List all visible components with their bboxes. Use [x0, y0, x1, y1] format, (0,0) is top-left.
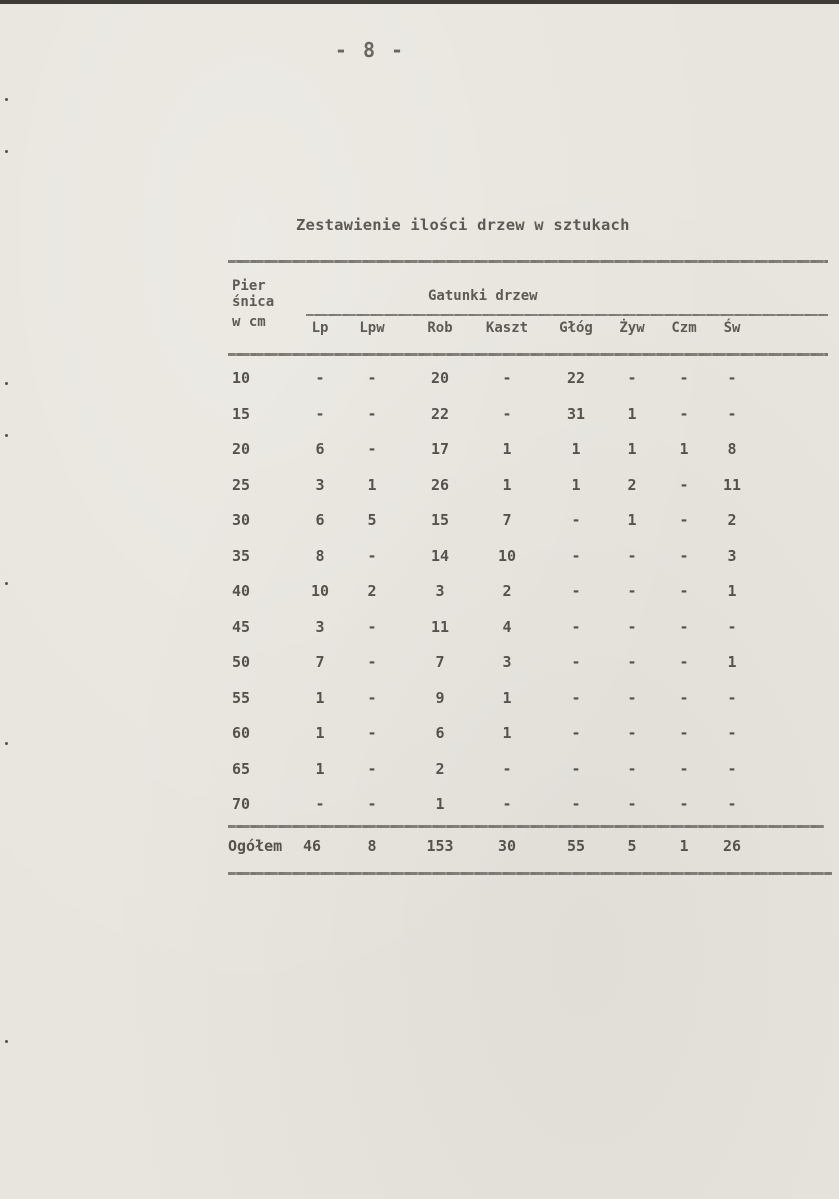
count-cell: - — [502, 369, 512, 387]
column-header: Lp — [311, 320, 329, 336]
count-cell: 2 — [435, 760, 445, 778]
count-cell: 26 — [430, 476, 450, 494]
count-cell: - — [679, 618, 689, 636]
count-cell: - — [367, 369, 377, 387]
count-cell: - — [571, 618, 581, 636]
margin-mark — [5, 382, 8, 385]
count-cell: - — [679, 689, 689, 707]
count-cell: - — [502, 760, 512, 778]
diameter-cell: 50 — [232, 653, 251, 671]
count-cell: 10 — [310, 582, 330, 600]
diameter-cell: 25 — [232, 476, 251, 494]
count-cell: 7 — [315, 653, 325, 671]
count-cell: - — [571, 547, 581, 565]
count-cell: 11 — [722, 476, 742, 494]
count-cell: - — [502, 405, 512, 423]
species-group-header: Gatunki drzew — [428, 288, 538, 304]
diameter-cell: 45 — [232, 618, 251, 636]
count-cell: 4 — [502, 618, 512, 636]
count-cell: 22 — [430, 405, 450, 423]
column-header: Kaszt — [485, 320, 529, 336]
count-cell: - — [679, 760, 689, 778]
count-cell: - — [367, 618, 377, 636]
count-cell: - — [367, 405, 377, 423]
count-cell: - — [571, 760, 581, 778]
count-cell: 1 — [502, 689, 512, 707]
total-cell: 30 — [497, 837, 517, 855]
count-cell: 3 — [502, 653, 512, 671]
count-cell: 3 — [435, 582, 445, 600]
count-cell: - — [727, 405, 737, 423]
count-cell: - — [627, 760, 637, 778]
count-cell: - — [679, 653, 689, 671]
count-cell: 1 — [571, 440, 581, 458]
count-cell: 10 — [497, 547, 517, 565]
count-cell: 1 — [571, 476, 581, 494]
count-cell: 1 — [315, 689, 325, 707]
diameter-cell: 65 — [232, 760, 251, 778]
count-cell: - — [571, 582, 581, 600]
page-number: - 8 - — [334, 38, 406, 62]
column-header: Św — [723, 320, 741, 336]
count-cell: - — [315, 369, 325, 387]
margin-mark — [5, 742, 8, 745]
count-cell: 1 — [315, 760, 325, 778]
total-cell: 8 — [367, 837, 377, 855]
count-cell: 15 — [430, 511, 450, 529]
count-cell: 1 — [502, 476, 512, 494]
margin-mark — [5, 434, 8, 437]
count-cell: 2 — [627, 476, 637, 494]
count-cell: 8 — [315, 547, 325, 565]
total-label: Ogółem — [228, 837, 283, 855]
total-top-rule — [228, 825, 824, 828]
margin-mark — [5, 1040, 8, 1043]
count-cell: 2 — [502, 582, 512, 600]
count-cell: 11 — [430, 618, 450, 636]
count-cell: 6 — [315, 511, 325, 529]
count-cell: - — [679, 724, 689, 742]
count-cell: - — [367, 653, 377, 671]
count-cell: - — [627, 582, 637, 600]
count-cell: - — [727, 369, 737, 387]
diameter-cell: 30 — [232, 511, 251, 529]
total-cell: 55 — [566, 837, 586, 855]
count-cell: 3 — [727, 547, 737, 565]
count-cell: - — [367, 547, 377, 565]
count-cell: - — [727, 618, 737, 636]
count-cell: 5 — [367, 511, 377, 529]
count-cell: 17 — [430, 440, 450, 458]
count-cell: 7 — [502, 511, 512, 529]
group-header-rule — [306, 314, 828, 316]
column-header: Czm — [671, 320, 697, 336]
count-cell: 1 — [435, 795, 445, 813]
margin-mark — [5, 98, 8, 101]
count-cell: - — [679, 369, 689, 387]
count-cell: - — [627, 724, 637, 742]
count-cell: - — [679, 582, 689, 600]
column-header: Głóg — [559, 320, 593, 336]
count-cell: 22 — [566, 369, 586, 387]
count-cell: 7 — [435, 653, 445, 671]
table-title: Zestawienie ilości drzew w sztukach — [296, 216, 630, 234]
count-cell: 1 — [627, 405, 637, 423]
count-cell: 1 — [627, 440, 637, 458]
count-cell: - — [679, 511, 689, 529]
diameter-header-line-2: śnica — [232, 294, 275, 310]
count-cell: 9 — [435, 689, 445, 707]
count-cell: 3 — [315, 476, 325, 494]
diameter-cell: 15 — [232, 405, 251, 423]
total-cell: 153 — [426, 837, 454, 855]
count-cell: - — [571, 653, 581, 671]
diameter-cell: 70 — [232, 795, 251, 813]
diameter-cell: 35 — [232, 547, 251, 565]
count-cell: 6 — [315, 440, 325, 458]
count-cell: 1 — [679, 440, 689, 458]
count-cell: - — [315, 405, 325, 423]
count-cell: 1 — [502, 724, 512, 742]
count-cell: 1 — [502, 440, 512, 458]
count-cell: - — [627, 369, 637, 387]
count-cell: - — [367, 795, 377, 813]
count-cell: - — [727, 795, 737, 813]
diameter-cell: 20 — [232, 440, 251, 458]
diameter-header-line-3: w cm — [232, 314, 266, 330]
diameter-cell: 55 — [232, 689, 251, 707]
count-cell: - — [727, 724, 737, 742]
count-cell: - — [367, 440, 377, 458]
count-cell: 8 — [727, 440, 737, 458]
count-cell: 14 — [430, 547, 450, 565]
count-cell: - — [367, 689, 377, 707]
count-cell: 6 — [435, 724, 445, 742]
count-cell: 2 — [367, 582, 377, 600]
count-cell: 31 — [566, 405, 586, 423]
column-header: Żyw — [619, 320, 645, 336]
count-cell: - — [502, 795, 512, 813]
count-cell: - — [571, 795, 581, 813]
count-cell: - — [367, 724, 377, 742]
count-cell: - — [727, 689, 737, 707]
margin-mark — [5, 150, 8, 153]
count-cell: 1 — [727, 653, 737, 671]
count-cell: - — [627, 795, 637, 813]
count-cell: 1 — [367, 476, 377, 494]
total-cell: 5 — [627, 837, 637, 855]
count-cell: - — [571, 689, 581, 707]
page-top-edge — [0, 0, 839, 4]
total-cell: 1 — [679, 837, 689, 855]
count-cell: 1 — [315, 724, 325, 742]
diameter-header-line-1: Pier — [232, 278, 266, 294]
column-header: Rob — [427, 320, 453, 336]
count-cell: 1 — [727, 582, 737, 600]
table-top-rule — [228, 260, 828, 263]
count-cell: - — [571, 724, 581, 742]
count-cell: - — [679, 795, 689, 813]
count-cell: - — [627, 653, 637, 671]
column-header: Lpw — [359, 320, 385, 336]
count-cell: - — [571, 511, 581, 529]
count-cell: - — [627, 689, 637, 707]
count-cell: 2 — [727, 511, 737, 529]
count-cell: 3 — [315, 618, 325, 636]
count-cell: - — [727, 760, 737, 778]
header-bottom-rule — [228, 353, 828, 356]
count-cell: - — [315, 795, 325, 813]
table-bottom-rule — [228, 872, 832, 875]
count-cell: - — [679, 547, 689, 565]
count-cell: - — [367, 760, 377, 778]
count-cell: - — [679, 476, 689, 494]
diameter-cell: 10 — [232, 369, 251, 387]
margin-mark — [5, 582, 8, 585]
diameter-cell: 40 — [232, 582, 251, 600]
count-cell: 20 — [430, 369, 450, 387]
diameter-cell: 60 — [232, 724, 251, 742]
count-cell: 1 — [627, 511, 637, 529]
count-cell: - — [627, 618, 637, 636]
total-cell: 26 — [722, 837, 742, 855]
count-cell: - — [679, 405, 689, 423]
count-cell: - — [627, 547, 637, 565]
total-cell: 46 — [302, 837, 322, 855]
